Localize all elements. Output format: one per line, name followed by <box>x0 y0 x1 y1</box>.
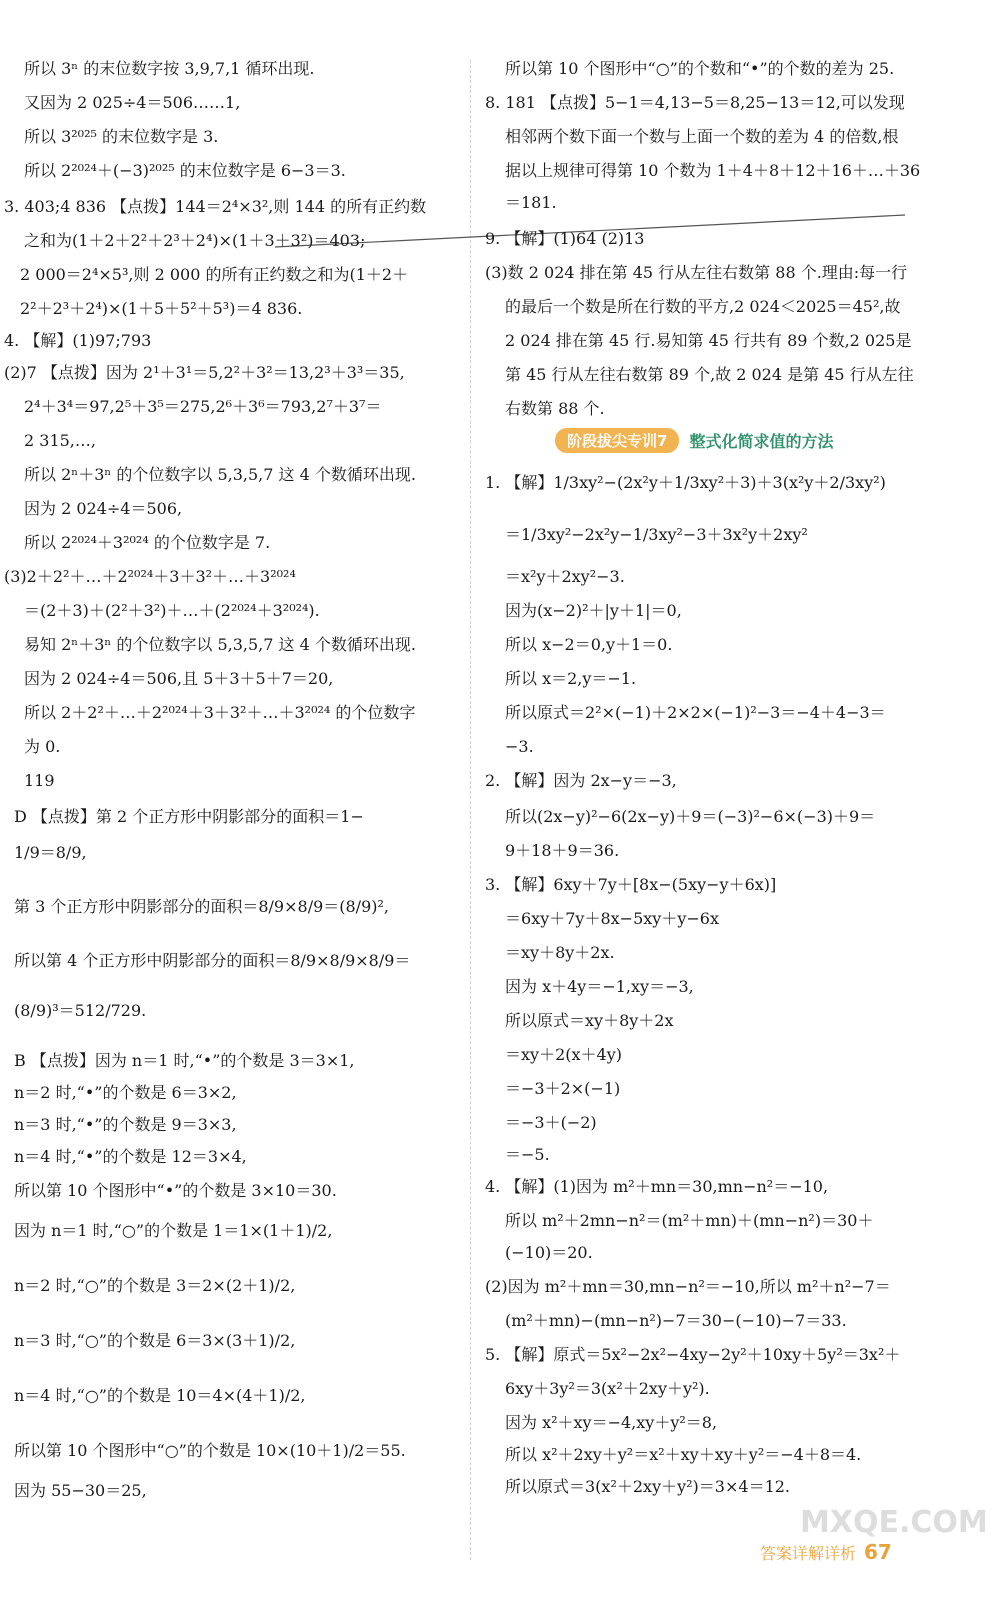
right_column-line: 1. 【解】1/3xy²−(2x²y＋1/3xy²＋3)＋3(x²y＋2/3xy²) <box>485 473 886 492</box>
left_column-line: n＝2 时,“•”的个数是 6＝3×2, <box>14 1083 237 1102</box>
right_column-line: (2)因为 m²＋mn＝30,mn−n²＝−10,所以 m²＋n²−7＝ <box>485 1277 891 1296</box>
right_column-line: 所以 m²＋2mn−n²＝(m²＋mn)＋(mn−n²)＝30＋ <box>505 1211 874 1230</box>
right_column-line: 据以上规律可得第 10 个数为 1＋4＋8＋12＋16＋…＋36 <box>505 161 921 180</box>
right_column-line: 所以原式＝xy＋8y＋2x <box>505 1011 674 1030</box>
section-pill: 阶段拔尖专训7 <box>555 428 679 453</box>
right_column-line: −3. <box>505 737 534 756</box>
left_column-line: 2²＋2³＋2⁴)×(1＋5＋5²＋5³)＝4 836. <box>20 299 303 318</box>
left_column-line: 2 315,…, <box>24 431 96 450</box>
page-number: 67 <box>864 1540 892 1564</box>
left_column-line: n＝3 时,“•”的个数是 9＝3×3, <box>14 1115 237 1134</box>
left_column-line: n＝3 时,“○”的个数是 6＝3×(3＋1)/2, <box>14 1331 296 1350</box>
left_column-line: 所以 2ⁿ＋3ⁿ 的个位数字以 5,3,5,7 这 4 个数循环出现. <box>24 465 416 484</box>
left_column-line: 所以 2＋2²＋…＋2²⁰²⁴＋3＋3²＋…＋3²⁰²⁴ 的个位数字 <box>24 703 416 722</box>
right_column-line: 4. 【解】(1)因为 m²＋mn＝30,mn−n²＝−10, <box>485 1177 829 1196</box>
left_column-line: (8/9)³＝512/729. <box>14 1001 147 1020</box>
right_column-line: ＝xy＋8y＋2x. <box>505 943 615 962</box>
right_column-line: 所以 x−2＝0,y＋1＝0. <box>505 635 673 654</box>
left_column-line: (2)7 【点拨】因为 2¹＋3¹＝5,2²＋3²＝13,2³＋3³＝35, <box>4 363 405 382</box>
right_column-line: ＝−3＋(−2) <box>505 1113 597 1132</box>
right_column-line: ＝x²y＋2xy²−3. <box>505 567 625 586</box>
left_column-line: 为 0. <box>24 737 61 756</box>
left_column-line: 所以第 10 个图形中“•”的个数是 3×10＝30. <box>14 1181 337 1200</box>
left_column-line: 易知 2ⁿ＋3ⁿ 的个位数字以 5,3,5,7 这 4 个数循环出现. <box>24 635 416 654</box>
left_column-line: n＝2 时,“○”的个数是 3＝2×(2＋1)/2, <box>14 1276 296 1295</box>
left_column-line: 所以 2²⁰²⁴＋(−3)²⁰²⁵ 的末位数字是 6−3＝3. <box>24 161 346 180</box>
footer <box>760 1540 892 1564</box>
right_column-line: 3. 【解】6xy＋7y＋[8x−(5xy−y＋6x)] <box>485 875 777 894</box>
left_column-line: 2 000＝2⁴×5³,则 2 000 的所有正约数之和为(1＋2＋ <box>20 265 409 284</box>
left_column-line: 之和为(1＋2＋2²＋2³＋2⁴)×(1＋3＋3²)＝403; <box>24 231 366 250</box>
left_column-line: 所以 3²⁰²⁵ 的末位数字是 3. <box>24 127 219 146</box>
watermark: MXQE.COM <box>800 1505 988 1540</box>
left_column-line: n＝4 时,“•”的个数是 12＝3×4, <box>14 1147 247 1166</box>
left_column-line: 因为 2 024÷4＝506,且 5＋3＋5＋7＝20, <box>24 669 334 688</box>
right_column-line: 因为 x²＋xy＝−4,xy＋y²＝8, <box>505 1413 718 1432</box>
right_column-line: 所以原式＝3(x²＋2xy＋y²)＝3×4＝12. <box>505 1477 791 1496</box>
right_column-line: 9＋18＋9＝36. <box>505 841 620 860</box>
right_column-line: 所以 x²＋2xy＋y²＝x²＋xy＋xy＋y²＝−4＋8＝4. <box>505 1445 862 1464</box>
right_column-line: 2. 【解】因为 2x−y＝−3, <box>485 771 677 790</box>
left_column-line: 2⁴＋3⁴＝97,2⁵＋3⁵＝275,2⁶＋3⁶＝793,2⁷＋3⁷＝ <box>24 397 382 416</box>
left_column-line: 119 <box>24 771 55 790</box>
right_column-line: (−10)＝20. <box>505 1243 593 1262</box>
right_column-line: 所以第 10 个图形中“○”的个数和“•”的个数的差为 25. <box>505 59 895 78</box>
right_column-line: 9. 【解】(1)64 (2)13 <box>485 229 645 248</box>
left_column-line: (3)2＋2²＋…＋2²⁰²⁴＋3＋3²＋…＋3²⁰²⁴ <box>4 567 296 586</box>
right_column-line: 右数第 88 个. <box>505 399 605 418</box>
section-title: 整式化简求值的方法 <box>689 431 834 451</box>
right_column-line: ＝−3＋2×(−1) <box>505 1079 621 1098</box>
left_column-line: B 【点拨】因为 n＝1 时,“•”的个数是 3＝3×1, <box>14 1051 355 1070</box>
left_column-line: D 【点拨】第 2 个正方形中阴影部分的面积＝1− <box>14 807 364 826</box>
footer-label: 答案详解详析 <box>760 1543 857 1563</box>
right_column-line: 第 45 行从左往右数第 89 个,故 2 024 是第 45 行从左往 <box>505 365 914 384</box>
right_column-line: 因为(x−2)²＋|y＋1|＝0, <box>505 601 682 620</box>
right_column-line: 2 024 排在第 45 行.易知第 45 行共有 89 个数,2 025是 <box>505 331 912 350</box>
right_column-line: ＝xy＋2(x＋4y) <box>505 1045 622 1064</box>
left_column-line: 所以 2²⁰²⁴＋3²⁰²⁴ 的个位数字是 7. <box>24 533 271 552</box>
left_column-line: 因为 2 024÷4＝506, <box>24 499 183 518</box>
left_column-line: 所以 3ⁿ 的末位数字按 3,9,7,1 循环出现. <box>24 59 315 78</box>
right_column-line: 6xy＋3y²＝3(x²＋2xy＋y²). <box>505 1379 710 1398</box>
left_column-line: n＝4 时,“○”的个数是 10＝4×(4＋1)/2, <box>14 1386 306 1405</box>
right_column-line: 所以原式＝2²×(−1)＋2×2×(−1)²−3＝−4＋4−3＝ <box>505 703 886 722</box>
right_column-line: ＝181. <box>505 193 557 212</box>
right_column-line: ＝6xy＋7y＋8x−5xy＋y−6x <box>505 909 719 928</box>
left_column-line: 又因为 2 025÷4＝506……1, <box>24 93 241 112</box>
right_column-line: 因为 x＋4y＝−1,xy＝−3, <box>505 977 694 996</box>
left_column-line: 3. 403;4 836 【点拨】144＝2⁴×3²,则 144 的所有正约数 <box>4 197 427 216</box>
left_column-line: 第 3 个正方形中阴影部分的面积＝8/9×8/9＝(8/9)², <box>14 897 389 916</box>
right_column-line: (m²＋mn)−(mn−n²)−7＝30−(−10)−7＝33. <box>505 1311 847 1330</box>
right_column-line: 相邻两个数下面一个数与上面一个数的差为 4 的倍数,根 <box>505 127 899 146</box>
right_column-line: 所以(2x−y)²−6(2x−y)＋9＝(−3)²−6×(−3)＋9＝ <box>505 807 876 826</box>
right_column-line: ＝−5. <box>505 1145 550 1164</box>
right_column-line: 所以 x＝2,y＝−1. <box>505 669 637 688</box>
left_column-line: 所以第 4 个正方形中阴影部分的面积＝8/9×8/9×8/9＝ <box>14 951 411 970</box>
left_column-line: 1/9＝8/9, <box>14 843 87 862</box>
right_column-line: 5. 【解】原式＝5x²−2x²−4xy−2y²＋10xy＋5y²＝3x²＋ <box>485 1345 901 1364</box>
left_column-line: 因为 n＝1 时,“○”的个数是 1＝1×(1＋1)/2, <box>14 1221 333 1240</box>
right_column-line: 8. 181 【点拨】5−1＝4,13−5＝8,25−13＝12,可以发现 <box>485 93 905 112</box>
left_column-line: 4. 【解】(1)97;793 <box>4 331 152 350</box>
left_column-line: 因为 55−30＝25, <box>14 1481 147 1500</box>
right_column-line: ＝1/3xy²−2x²y−1/3xy²−3＋3x²y＋2xy² <box>505 525 808 544</box>
right_column-line: 的最后一个数是所在行数的平方,2 024＜2025＝45²,故 <box>505 297 901 316</box>
section-banner <box>555 428 833 452</box>
left_column-line: 所以第 10 个图形中“○”的个数是 10×(10＋1)/2＝55. <box>14 1441 406 1460</box>
right_column-line: (3)数 2 024 排在第 45 行从左往右数第 88 个.理由:每一行 <box>485 263 908 282</box>
left_column-line: ＝(2＋3)＋(2²＋3²)＋…＋(2²⁰²⁴＋3²⁰²⁴). <box>24 601 320 620</box>
